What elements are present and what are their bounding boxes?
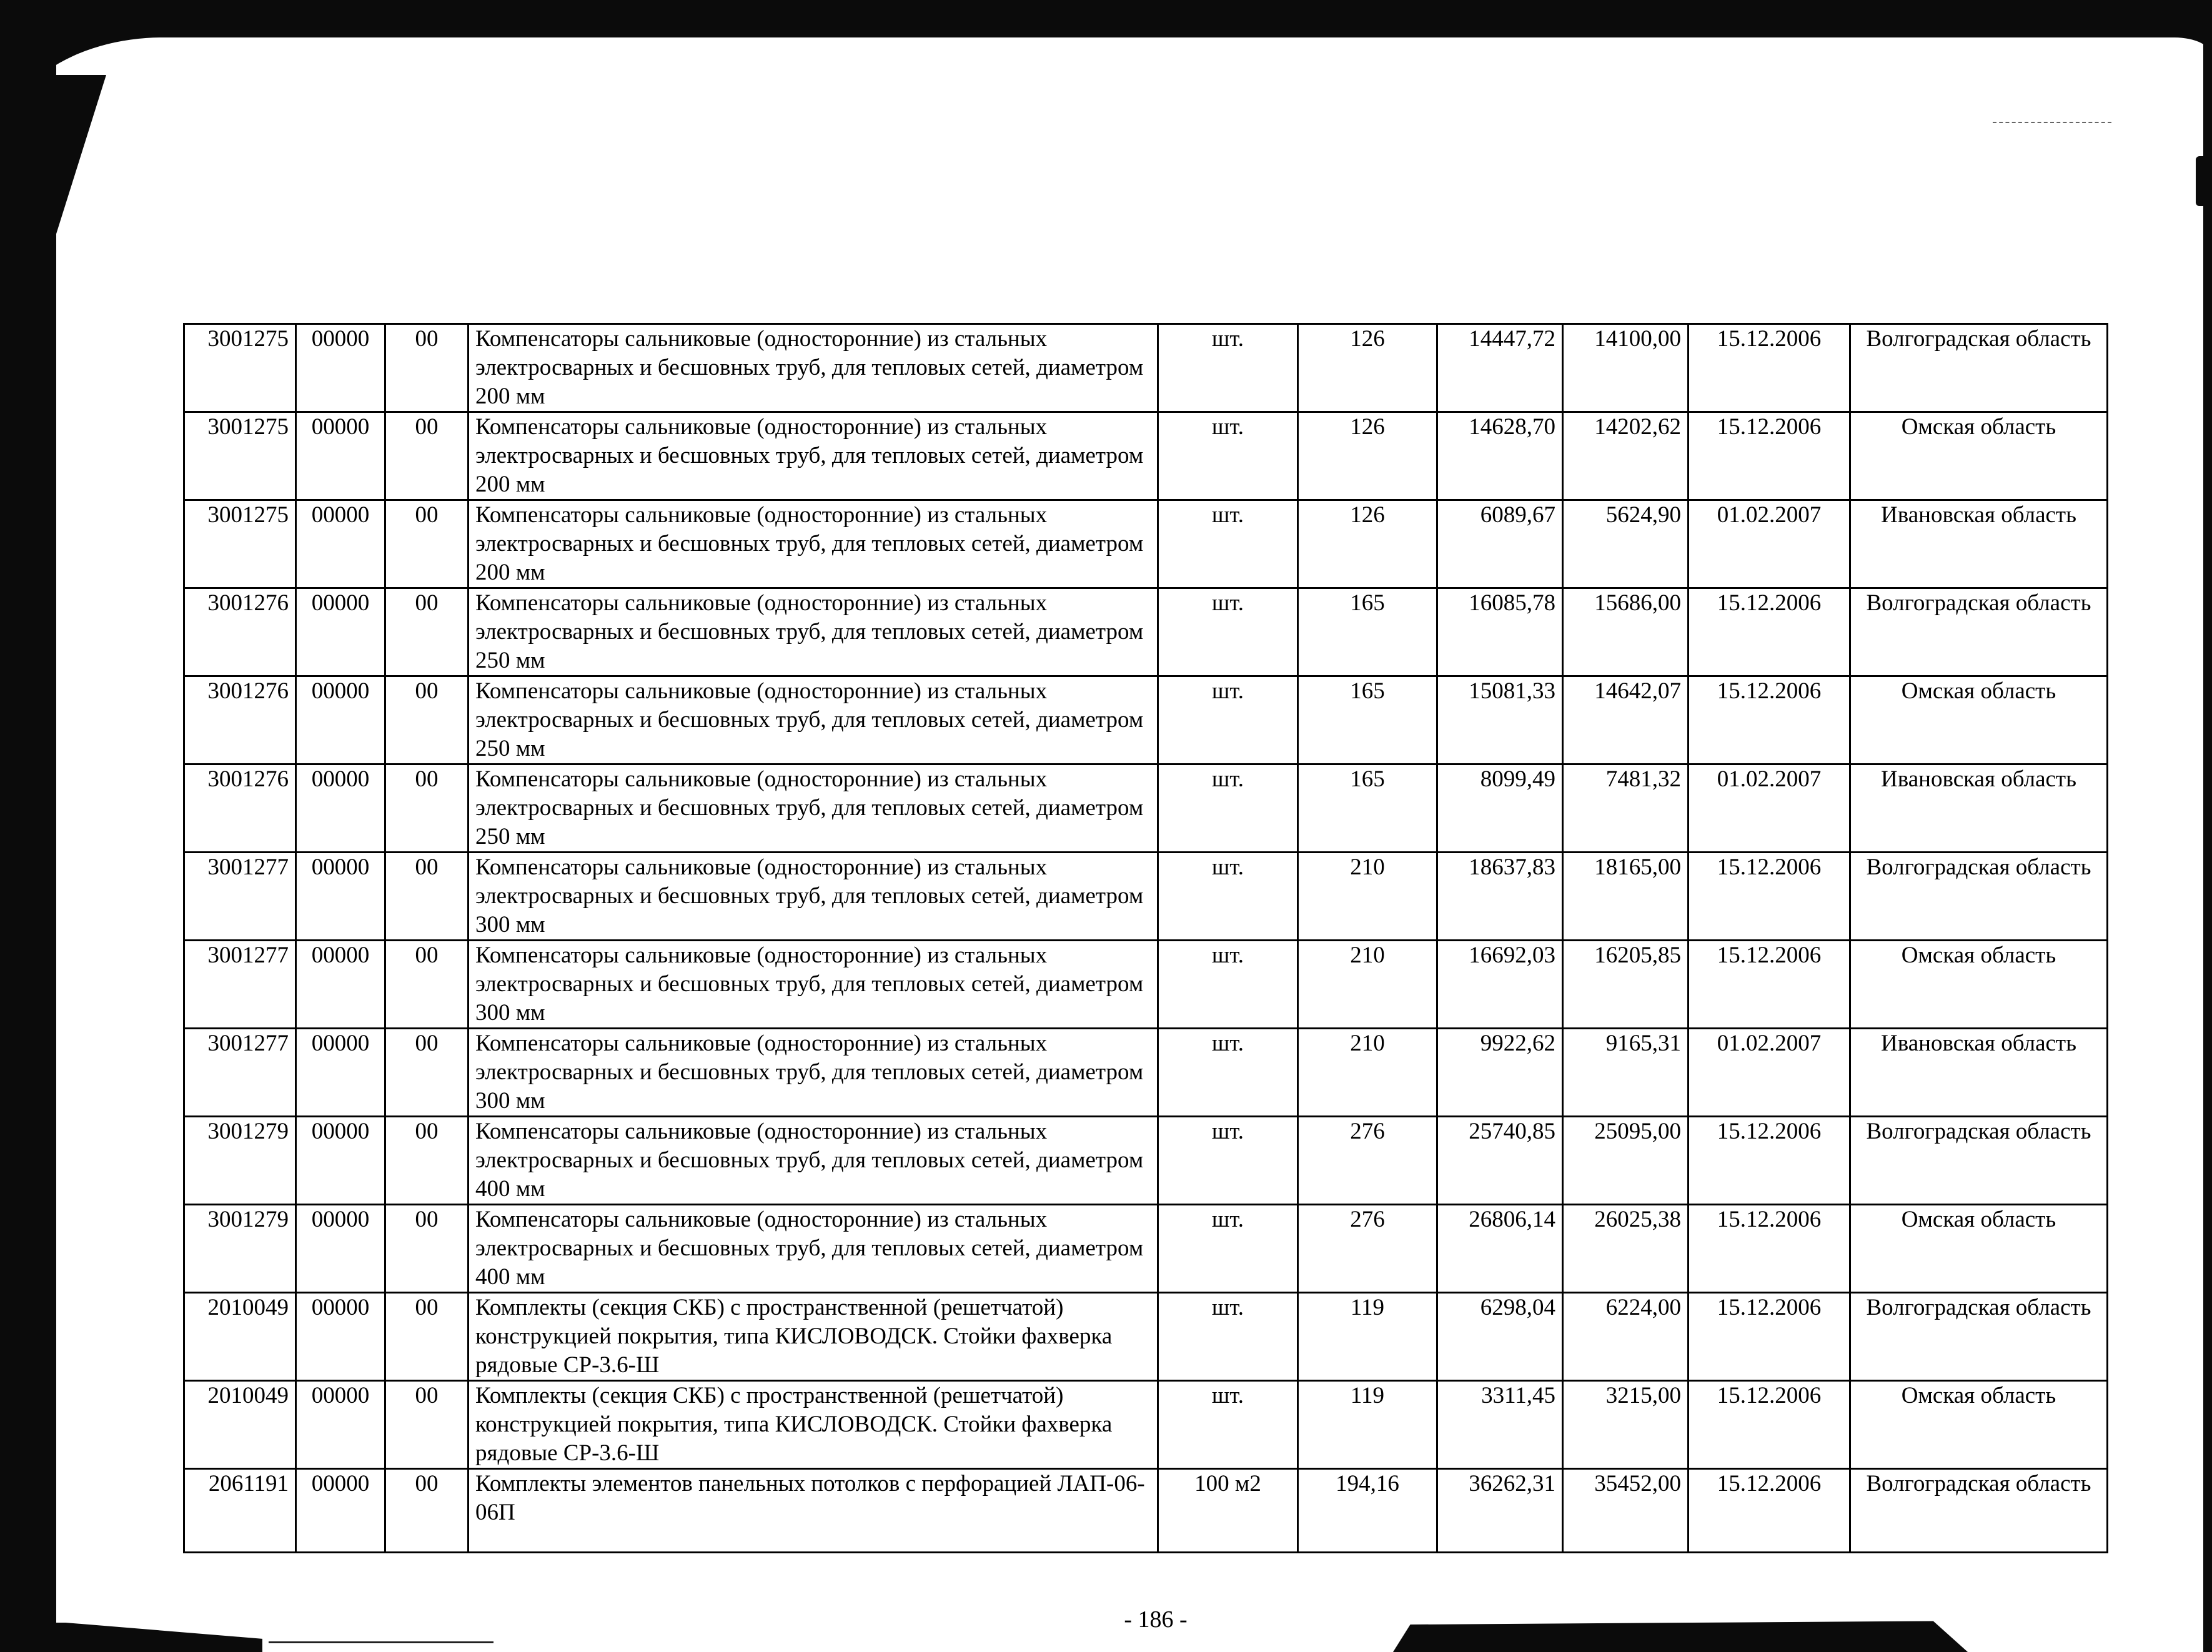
sub-code-cell: 00000: [296, 1117, 385, 1205]
price-cell: 25095,00: [1563, 1117, 1689, 1205]
quantity-cell: 210: [1298, 941, 1437, 1029]
date-cell: 15.12.2006: [1689, 324, 1850, 412]
region-cell: Волгоградская область: [1850, 1469, 2108, 1553]
unit-cell: шт.: [1158, 676, 1298, 764]
scan-shadow-bottom-left: [0, 1623, 262, 1652]
unit-cell: шт.: [1158, 1293, 1298, 1381]
date-cell: 15.12.2006: [1689, 412, 1850, 500]
sub-code-cell: 00000: [296, 1293, 385, 1381]
table-row: [184, 764, 2108, 853]
unit-cell: шт.: [1158, 588, 1298, 676]
sub-code-cell: 00000: [296, 588, 385, 676]
sub-code-cell: 00000: [296, 1205, 385, 1293]
table-row: [184, 1029, 2108, 1117]
table-row: [184, 324, 2108, 412]
region-cell: Омская область: [1850, 676, 2108, 764]
scan-noise: [1993, 122, 2111, 124]
scan-streak: [269, 1641, 493, 1643]
material-name-cell: Компенсаторы сальниковые (односторонние) из стальных электросварных и бесшовных труб, для тепловых сетей, диаметром 300 мм: [469, 941, 1158, 1029]
region-cell: Ивановская область: [1850, 1029, 2108, 1117]
region-cell: Волгоградская область: [1850, 853, 2108, 941]
date-cell: 15.12.2006: [1689, 1293, 1850, 1381]
scan-border-right: [2203, 0, 2212, 1652]
unit-cell: 100 м2: [1158, 1469, 1298, 1553]
price-table: [183, 323, 2108, 1553]
suffix-code-cell: 00: [385, 676, 469, 764]
table-row: [184, 941, 2108, 1029]
price-cell: 5624,90: [1563, 500, 1689, 588]
sub-code-cell: 00000: [296, 500, 385, 588]
price-cell: 9165,31: [1563, 1029, 1689, 1117]
unit-cell: шт.: [1158, 500, 1298, 588]
quantity-cell: 126: [1298, 500, 1437, 588]
region-cell: Омская область: [1850, 1205, 2108, 1293]
table-row: [184, 1117, 2108, 1205]
material-code-cell: 3001275: [184, 324, 296, 412]
quantity-cell: 276: [1298, 1117, 1437, 1205]
material-name-cell: Комплекты (секция СКБ) с пространственной (решетчатой) конструкцией покрытия, типа КИСЛОВОДСК. Стойки фахверка рядовые СР-3.6-Ш: [469, 1293, 1158, 1381]
page-number: - 186 -: [1124, 1606, 1188, 1633]
table-body: [184, 324, 2108, 1553]
sub-code-cell: 00000: [296, 412, 385, 500]
material-code-cell: 3001279: [184, 1205, 296, 1293]
date-cell: 15.12.2006: [1689, 853, 1850, 941]
table-row: [184, 853, 2108, 941]
date-cell: 15.12.2006: [1689, 1381, 1850, 1469]
quantity-cell: 119: [1298, 1381, 1437, 1469]
material-code-cell: 3001277: [184, 853, 296, 941]
price-with-vat-cell: 16085,78: [1437, 588, 1563, 676]
price-cell: 15686,00: [1563, 588, 1689, 676]
suffix-code-cell: 00: [385, 500, 469, 588]
scan-page-edge: [0, 37, 2212, 175]
suffix-code-cell: 00: [385, 1205, 469, 1293]
date-cell: 15.12.2006: [1689, 1469, 1850, 1553]
material-code-cell: 3001276: [184, 764, 296, 853]
material-code-cell: 2010049: [184, 1381, 296, 1469]
date-cell: 01.02.2007: [1689, 764, 1850, 853]
material-code-cell: 3001277: [184, 941, 296, 1029]
suffix-code-cell: 00: [385, 853, 469, 941]
date-cell: 15.12.2006: [1689, 588, 1850, 676]
material-code-cell: 3001275: [184, 500, 296, 588]
sub-code-cell: 00000: [296, 1469, 385, 1553]
table-row: [184, 412, 2108, 500]
material-code-cell: 3001277: [184, 1029, 296, 1117]
material-code-cell: 2061191: [184, 1469, 296, 1553]
suffix-code-cell: 00: [385, 324, 469, 412]
suffix-code-cell: 00: [385, 764, 469, 853]
price-with-vat-cell: 6089,67: [1437, 500, 1563, 588]
price-cell: 14202,62: [1563, 412, 1689, 500]
table-row: [184, 1469, 2108, 1553]
region-cell: Волгоградская область: [1850, 1117, 2108, 1205]
suffix-code-cell: 00: [385, 1381, 469, 1469]
price-cell: 18165,00: [1563, 853, 1689, 941]
material-name-cell: Компенсаторы сальниковые (односторонние) из стальных электросварных и бесшовных труб, для тепловых сетей, диаметром 250 мм: [469, 764, 1158, 853]
price-with-vat-cell: 15081,33: [1437, 676, 1563, 764]
suffix-code-cell: 00: [385, 1117, 469, 1205]
region-cell: Ивановская область: [1850, 500, 2108, 588]
price-cell: 7481,32: [1563, 764, 1689, 853]
suffix-code-cell: 00: [385, 1029, 469, 1117]
date-cell: 15.12.2006: [1689, 1117, 1850, 1205]
material-code-cell: 2010049: [184, 1293, 296, 1381]
unit-cell: шт.: [1158, 1029, 1298, 1117]
scan-page-edge-left: [56, 81, 144, 1580]
suffix-code-cell: 00: [385, 1293, 469, 1381]
table-row: [184, 1293, 2108, 1381]
price-with-vat-cell: 14447,72: [1437, 324, 1563, 412]
price-cell: 14100,00: [1563, 324, 1689, 412]
quantity-cell: 210: [1298, 853, 1437, 941]
suffix-code-cell: 00: [385, 1469, 469, 1553]
quantity-cell: 165: [1298, 764, 1437, 853]
sub-code-cell: 00000: [296, 324, 385, 412]
price-cell: 14642,07: [1563, 676, 1689, 764]
region-cell: Волгоградская область: [1850, 588, 2108, 676]
price-cell: 16205,85: [1563, 941, 1689, 1029]
material-name-cell: Компенсаторы сальниковые (односторонние) из стальных электросварных и бесшовных труб, для тепловых сетей, диаметром 300 мм: [469, 1029, 1158, 1117]
region-cell: Омская область: [1850, 941, 2108, 1029]
material-name-cell: Компенсаторы сальниковые (односторонние) из стальных электросварных и бесшовных труб, для тепловых сетей, диаметром 300 мм: [469, 853, 1158, 941]
unit-cell: шт.: [1158, 853, 1298, 941]
material-name-cell: Комплекты элементов панельных потолков с перфорацией ЛАП-06-06П: [469, 1469, 1158, 1553]
material-name-cell: Компенсаторы сальниковые (односторонние) из стальных электросварных и бесшовных труб, для тепловых сетей, диаметром 400 мм: [469, 1205, 1158, 1293]
price-with-vat-cell: 14628,70: [1437, 412, 1563, 500]
table-row: [184, 1205, 2108, 1293]
price-cell: 3215,00: [1563, 1381, 1689, 1469]
region-cell: Омская область: [1850, 1381, 2108, 1469]
price-with-vat-cell: 25740,85: [1437, 1117, 1563, 1205]
price-cell: 6224,00: [1563, 1293, 1689, 1381]
table-row: [184, 1381, 2108, 1469]
quantity-cell: 194,16: [1298, 1469, 1437, 1553]
region-cell: Волгоградская область: [1850, 1293, 2108, 1381]
unit-cell: шт.: [1158, 1381, 1298, 1469]
scan-mark-right: [2196, 156, 2203, 206]
date-cell: 01.02.2007: [1689, 500, 1850, 588]
sub-code-cell: 00000: [296, 676, 385, 764]
price-with-vat-cell: 8099,49: [1437, 764, 1563, 853]
price-with-vat-cell: 36262,31: [1437, 1469, 1563, 1553]
table-row: [184, 500, 2108, 588]
region-cell: Омская область: [1850, 412, 2108, 500]
material-code-cell: 3001275: [184, 412, 296, 500]
suffix-code-cell: 00: [385, 588, 469, 676]
unit-cell: шт.: [1158, 764, 1298, 853]
price-cell: 35452,00: [1563, 1469, 1689, 1553]
quantity-cell: 126: [1298, 412, 1437, 500]
unit-cell: шт.: [1158, 941, 1298, 1029]
unit-cell: шт.: [1158, 324, 1298, 412]
material-code-cell: 3001279: [184, 1117, 296, 1205]
date-cell: 01.02.2007: [1689, 1029, 1850, 1117]
sub-code-cell: 00000: [296, 1381, 385, 1469]
table-row: [184, 588, 2108, 676]
material-name-cell: Компенсаторы сальниковые (односторонние) из стальных электросварных и бесшовных труб, для тепловых сетей, диаметром 400 мм: [469, 1117, 1158, 1205]
sub-code-cell: 00000: [296, 1029, 385, 1117]
date-cell: 15.12.2006: [1689, 941, 1850, 1029]
unit-cell: шт.: [1158, 1205, 1298, 1293]
price-with-vat-cell: 26806,14: [1437, 1205, 1563, 1293]
quantity-cell: 126: [1298, 324, 1437, 412]
sub-code-cell: 00000: [296, 941, 385, 1029]
region-cell: Ивановская область: [1850, 764, 2108, 853]
price-with-vat-cell: 3311,45: [1437, 1381, 1563, 1469]
unit-cell: шт.: [1158, 1117, 1298, 1205]
suffix-code-cell: 00: [385, 941, 469, 1029]
material-name-cell: Компенсаторы сальниковые (односторонние) из стальных электросварных и бесшовных труб, для тепловых сетей, диаметром 250 мм: [469, 588, 1158, 676]
price-with-vat-cell: 6298,04: [1437, 1293, 1563, 1381]
price-with-vat-cell: 18637,83: [1437, 853, 1563, 941]
table-row: [184, 676, 2108, 764]
quantity-cell: 165: [1298, 588, 1437, 676]
price-cell: 26025,38: [1563, 1205, 1689, 1293]
material-code-cell: 3001276: [184, 676, 296, 764]
price-with-vat-cell: 9922,62: [1437, 1029, 1563, 1117]
quantity-cell: 119: [1298, 1293, 1437, 1381]
date-cell: 15.12.2006: [1689, 676, 1850, 764]
quantity-cell: 210: [1298, 1029, 1437, 1117]
material-name-cell: Компенсаторы сальниковые (односторонние) из стальных электросварных и бесшовных труб, для тепловых сетей, диаметром 200 мм: [469, 412, 1158, 500]
region-cell: Волгоградская область: [1850, 324, 2108, 412]
material-name-cell: Компенсаторы сальниковые (односторонние) из стальных электросварных и бесшовных труб, для тепловых сетей, диаметром 200 мм: [469, 324, 1158, 412]
sub-code-cell: 00000: [296, 764, 385, 853]
quantity-cell: 276: [1298, 1205, 1437, 1293]
material-code-cell: 3001276: [184, 588, 296, 676]
unit-cell: шт.: [1158, 412, 1298, 500]
date-cell: 15.12.2006: [1689, 1205, 1850, 1293]
sub-code-cell: 00000: [296, 853, 385, 941]
material-name-cell: Компенсаторы сальниковые (односторонние) из стальных электросварных и бесшовных труб, для тепловых сетей, диаметром 250 мм: [469, 676, 1158, 764]
quantity-cell: 165: [1298, 676, 1437, 764]
material-name-cell: Комплекты (секция СКБ) с пространственной (решетчатой) конструкцией покрытия, типа КИСЛОВОДСК. Стойки фахверка рядовые СР-3.6-Ш: [469, 1381, 1158, 1469]
price-with-vat-cell: 16692,03: [1437, 941, 1563, 1029]
scan-shadow-bottom-right: [1393, 1618, 1968, 1652]
material-name-cell: Компенсаторы сальниковые (односторонние) из стальных электросварных и бесшовных труб, для тепловых сетей, диаметром 200 мм: [469, 500, 1158, 588]
suffix-code-cell: 00: [385, 412, 469, 500]
